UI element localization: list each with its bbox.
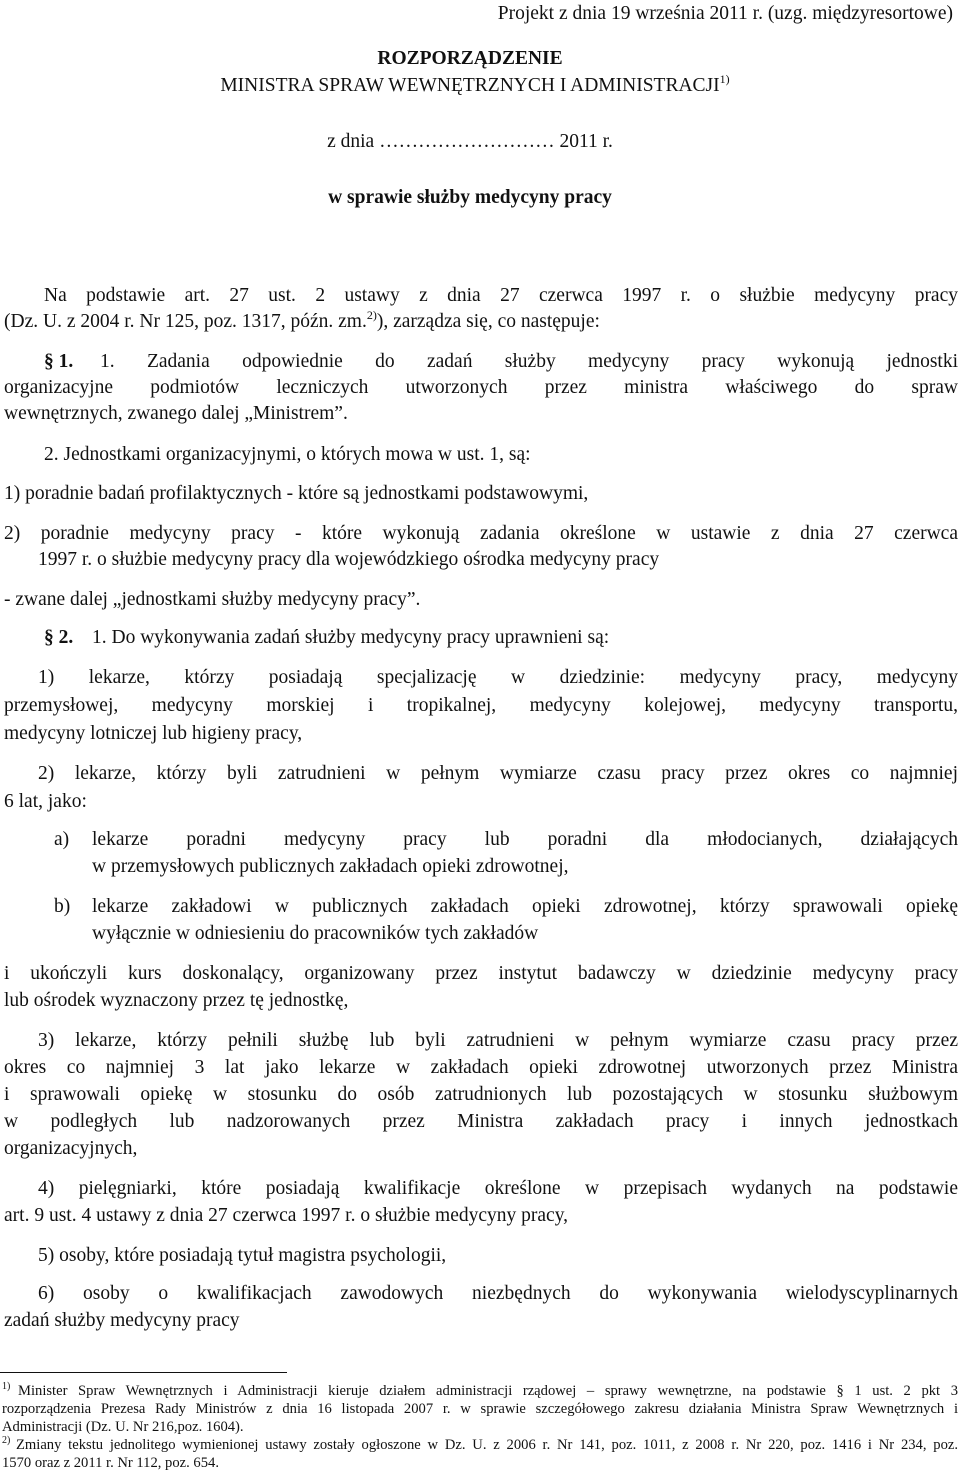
par2-item-2-cont: 6 lat, jako:: [4, 791, 87, 812]
regulation-subject: w sprawie służby medycyny pracy: [328, 187, 612, 208]
paragraph-2-label: § 2.: [44, 627, 74, 648]
par1-closing: - zwane dalej „jednostkami służby medycyny pracy”.: [4, 589, 421, 610]
par1-ust2: 2. Jednostkami organizacyjnymi, o których mowa w ust. 1, są:: [44, 444, 531, 465]
par2-item-2b-marker: b): [54, 896, 71, 917]
par2-item-3-cont: okres co najmniej 3 lat jako lekarze w zakładach opieki zdrowotnej utworzonych przez Ministra: [4, 1057, 958, 1078]
par2-item-4-cont: art. 9 ust. 4 ustawy z dnia 27 czerwca 1997 r. o służbie medycyny pracy,: [4, 1205, 569, 1226]
par1-item-2-cont: 1997 r. o służbie medycyny pracy dla wojewódzkiego ośrodka medycyny pracy: [38, 549, 660, 570]
par1-ust1-line: organizacyjne podmiotów leczniczych utworzonych przez ministra właściwego do spraw: [4, 377, 958, 398]
par2-intro: 1. Do wykonywania zadań służby medycyny pracy uprawnieni są:: [92, 627, 610, 648]
par2-item-2a-cont: w przemysłowych publicznych zakładach opieki zdrowotnej,: [92, 856, 569, 877]
footnote-2-ref: 2): [2, 1435, 11, 1446]
par1-ust1-line: 1. Zadania odpowiednie do zadań służby medycyny pracy wykonują jednostki: [100, 351, 958, 372]
par2-item-2-tail: i ukończyli kurs doskonalący, organizowany przez instytut badawczy w dziedzinie medycyny pracy: [4, 963, 958, 984]
par2-item-3-cont: w podległych lub nadzorowanych przez Ministra zakładach pracy i innych jednostkach: [4, 1111, 958, 1132]
par2-item-6: 6) osoby o kwalifikacjach zawodowych niezbędnych do wykonywania wielodyscyplinarnych: [38, 1283, 958, 1304]
date-placeholder: ………………………: [379, 131, 555, 152]
paragraph-1-label: § 1.: [44, 351, 74, 372]
par2-item-2-tail: lub ośrodek wyznaczony przez tę jednostkę,: [4, 990, 349, 1011]
footnote-1-line: Minister Spraw Wewnętrznych i Administracji kieruje działem administracji rządowej – sprawy wewnętrzne, na podstawie § 1 ust. 2 pkt 3: [18, 1383, 958, 1399]
footnote-2-line: Zmiany tekstu jednolitego wymienionej ustawy zostały ogłoszone w Dz. U. z 2006 r. Nr 141, poz. 1011, z 2008 r. Nr 220, poz. 1416 i Nr 234, poz.: [16, 1437, 958, 1453]
par2-item-2a: lekarze poradni medycyny pracy lub poradni dla młodocianych, działających: [92, 829, 958, 850]
par2-item-2: 2) lekarze, którzy byli zatrudnieni w pełnym wymiarze czasu pracy przez okres co najmniej: [38, 763, 958, 784]
par2-item-3: 3) lekarze, którzy pełnili służbę lub byli zatrudnieni w pełnym wymiarze czasu pracy przez: [38, 1030, 958, 1051]
par2-item-1: 1) lekarze, którzy posiadają specjalizację w dziedzinie: medycyny pracy, medycyny: [38, 667, 958, 688]
issue-date: z dnia ……………………… 2011 r.: [327, 131, 613, 152]
project-note: Projekt z dnia 19 września 2011 r. (uzg. międzyresortowe): [497, 3, 953, 24]
par2-item-2b: lekarze zakładowi w publicznych zakładach opieki zdrowotnej, którzy sprawowali opiekę: [92, 896, 958, 917]
par2-item-4: 4) pielęgniarki, które posiadają kwalifikacje określone w przepisach wydanych na podstawie: [38, 1178, 958, 1199]
footnote-1-line: Administracji (Dz. U. Nr 216,poz. 1604).: [2, 1419, 244, 1435]
par2-item-3-cont: organizacyjnych,: [4, 1138, 138, 1159]
footnote-1-ref: 1): [2, 1381, 11, 1392]
footnote-2-line: 1570 oraz z 2011 r. Nr 112, poz. 654.: [2, 1455, 219, 1471]
par1-item-2: 2) poradnie medycyny pracy - które wykonują zadania określone w ustawie z dnia 27 czerwca: [4, 523, 958, 544]
issuing-authority: MINISTRA SPRAW WEWNĘTRZNYCH I ADMINISTRACJI$^{1)}$: [220, 72, 730, 96]
preamble-line: (Dz. U. z 2004 r. Nr 125, poz. 1317, późn. zm.$^{2)}$), zarządza się, co następuje:: [4, 308, 600, 332]
regulation-title: ROZPORZĄDZENIE: [377, 48, 563, 69]
footnote-separator: [0, 1372, 287, 1373]
preamble-line: Na podstawie art. 27 ust. 2 ustawy z dnia 27 czerwca 1997 r. o służbie medycyny pracy: [44, 285, 958, 306]
footnote-1-line: rozporządzenia Prezesa Rady Ministrów z dnia 16 listopada 2007 r. w sprawie szczegółowego zakresu działania Ministra Spraw Wewnętrznych i: [2, 1401, 958, 1417]
footnote-ref-2: 2): [366, 308, 377, 322]
par2-item-1-cont: przemysłowej, medycyny morskiej i tropikalnej, medycyny kolejowej, medycyny transportu,: [4, 695, 958, 716]
footnote-ref-1: 1): [719, 72, 730, 86]
par2-item-1-cont: medycyny lotniczej lub higieny pracy,: [4, 723, 303, 744]
par2-item-6-cont: zadań służby medycyny pracy: [4, 1310, 240, 1331]
par2-item-2a-marker: a): [54, 829, 70, 850]
par1-ust1-line: wewnętrznych, zwanego dalej „Ministrem”.: [4, 403, 348, 424]
par2-item-3-cont: i sprawowali opiekę w stosunku do osób zatrudnionych lub pozostających w stosunku służbowym: [4, 1084, 958, 1105]
par1-item-1: 1) poradnie badań profilaktycznych - które są jednostkami podstawowymi,: [4, 483, 589, 504]
par2-item-5: 5) osoby, które posiadają tytuł magistra psychologii,: [38, 1245, 447, 1266]
par2-item-2b-cont: wyłącznie w odniesieniu do pracowników tych zakładów: [92, 923, 539, 944]
